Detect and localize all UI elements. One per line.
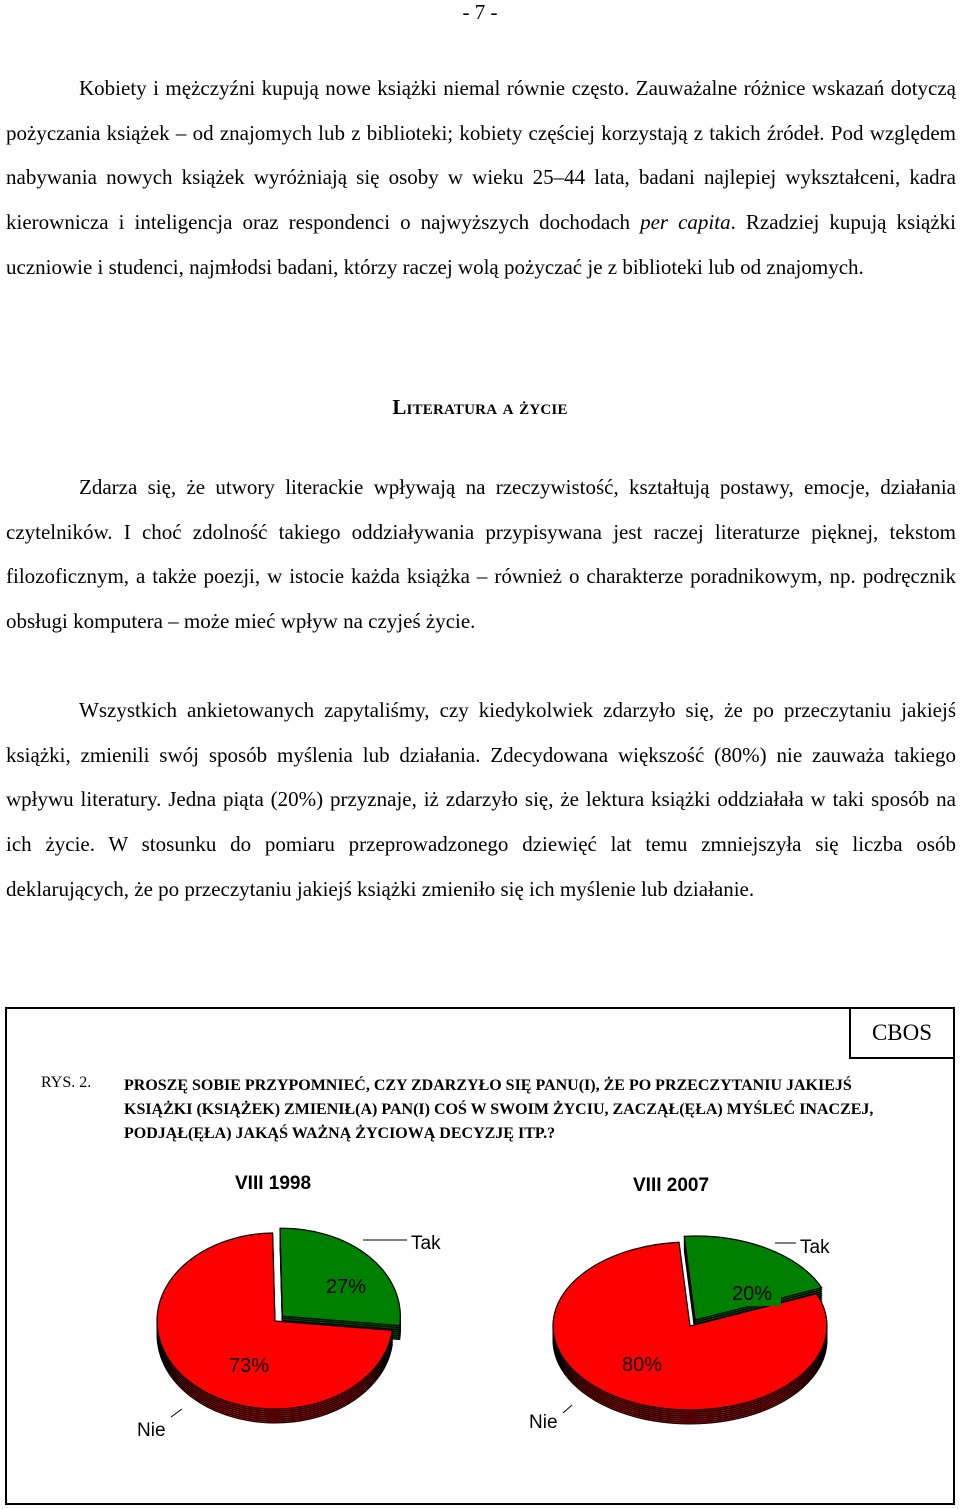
paragraph-2-text: Zdarza się, że utwory literackie wpływają na rzeczywistość, kształtują postawy, emocje, działania czytelników. I choć zdolność takiego oddziaływania przypisywana jest raczej literaturze pięknej, tekstom filozoficznym, a także poezji, w istocie każda książka – również o charakterze poradnikowym, np. podręcznik obsługi komputera – może mieć wpływ na czyjeś życie.: [6, 475, 956, 634]
page-number: - 7 -: [462, 0, 498, 24]
pie-2-value-nie: 80%: [621, 1354, 663, 1376]
paragraph-1-text: Kobiety i mężczyźni kupują nowe książki niemal równie często. Zauważalne różnice wskazań dotyczą pożyczania książek – od znajomych lub z biblioteki; kobiety częściej korzystają z takich źródeł. Pod względem nabywania nowych książek wyróżniają się osoby w wieku 25–44 lata, badani najlepiej wykształceni, kadra kierownicza i inteligencja oraz respondenci o najwyższych dochodach: [6, 76, 956, 235]
paragraph-3: [6, 688, 956, 912]
pie-1-value-nie: 73%: [228, 1355, 270, 1377]
pie-2-value-tak: 20%: [731, 1283, 773, 1305]
paragraph-2: [6, 465, 956, 644]
source-label: CBOS: [849, 1007, 955, 1059]
pie-1-value-tak: 27%: [325, 1276, 367, 1298]
pie-2-nie-leader: [563, 1405, 572, 1413]
pie-1-label-tak: Tak: [411, 1233, 441, 1254]
pie-1-label-nie: Nie: [137, 1420, 166, 1441]
paragraph-1-end: . Rzadziej kupują książki uczniowie i studenci, najmłodsi badani, którzy raczej wolą pożyczać je z biblioteki lub od znajomych.: [6, 210, 956, 279]
pie-2-title: VIII 2007: [633, 1175, 710, 1196]
figure-label: RYS. 2.: [41, 1074, 92, 1091]
paragraph-1-italic: per capita: [640, 210, 731, 235]
paragraph-1: [6, 66, 956, 290]
figure-question: PROSZĘ SOBIE PRZYPOMNIEĆ, CZY ZDARZYŁO SIĘ PANU(I), ŻE PO PRZECZYTANIU JAKIEJŚ KSIĄŻKI (KSIĄŻEK) ZMIENIŁ(A) PAN(I) COŚ W SWOIM ŻYCIU, ZACZĄŁ(ĘŁA) MYŚLEĆ INACZEJ, PODJĄŁ(ĘŁA) JAKĄŚ WAŻNĄ ŻYCIOWĄ DECYZJĘ ITP.?: [124, 1077, 874, 1142]
section-heading: Literatura a życie: [392, 395, 568, 419]
pie-1-title: VIII 1998: [235, 1173, 312, 1194]
pie-2-label-nie: Nie: [529, 1412, 558, 1433]
paragraph-3-text: Wszystkich ankietowanych zapytaliśmy, czy kiedykolwiek zdarzyło się, że po przeczytaniu jakiejś książki, zmienili swój sposób myślenia lub działania. Zdecydowana większość (80%) nie zauważa takiego wpływu literatury. Jedna piąta (20%) przyznaje, iż zdarzyło się, że lektura książki oddziałała w taki sposób na ich życie. W stosunku do pomiaru przeprowadzonego dziewięć lat temu zmniejszyła się liczba osób deklarujących, że po przeczytaniu jakiejś książki zmieniło się ich myślenie lub działanie.: [6, 698, 956, 901]
figure-box: [5, 1007, 955, 1505]
pie-1-nie-leader: [171, 1409, 182, 1417]
pie-2-label-tak: Tak: [800, 1237, 830, 1258]
